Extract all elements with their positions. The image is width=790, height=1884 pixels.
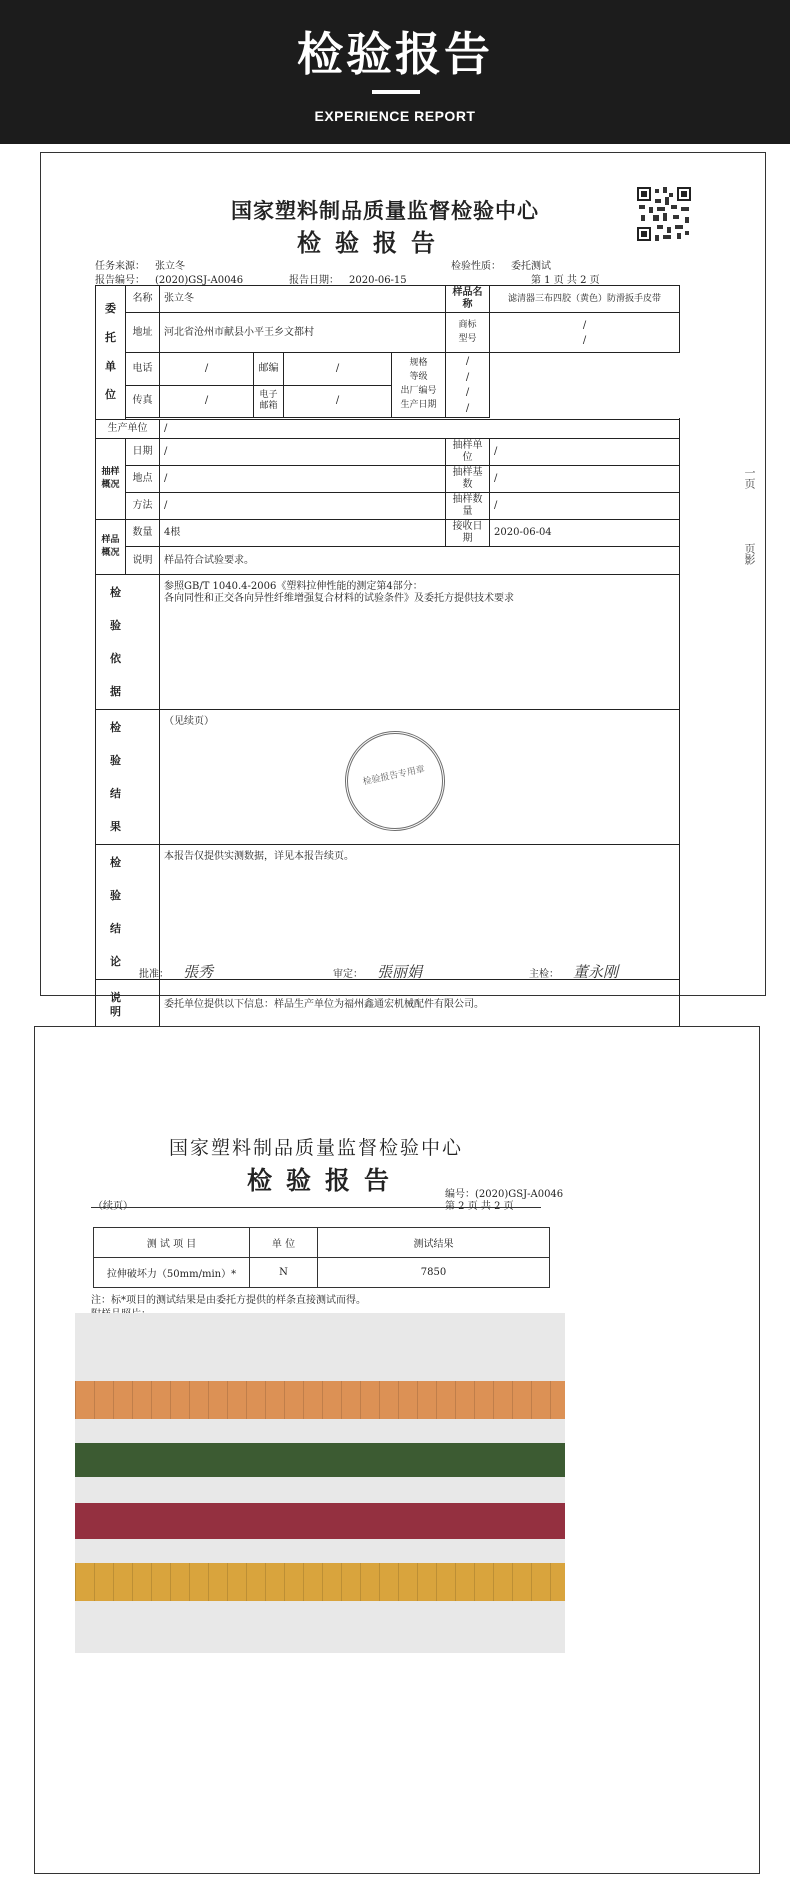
sample-photo <box>75 1313 565 1653</box>
grade-value: / <box>465 371 470 383</box>
sampling-qty-label: 抽样数量 <box>446 493 490 520</box>
trademark-model-labels <box>446 313 490 353</box>
serial-value: / <box>465 387 470 398</box>
banner-subtitle: EXPERIENCE REPORT <box>314 108 476 124</box>
receive-date-label: 接收日期 <box>446 520 490 547</box>
phone-label: 电话 <box>126 353 160 386</box>
prod-date-label: 生产日期 <box>400 399 437 410</box>
sampling-place-value: / <box>160 466 446 493</box>
row-unit: N <box>250 1258 318 1288</box>
sample-group-label: 样品概况 <box>96 520 126 575</box>
quantity-value: 4根 <box>160 520 446 547</box>
spec-label: 规格 <box>409 358 428 369</box>
sampling-base-label: 抽样基数 <box>446 466 490 493</box>
row-result: 7850 <box>318 1258 550 1288</box>
spec-value: / <box>465 356 470 367</box>
postcode-value: / <box>284 353 392 386</box>
basis-value <box>160 575 680 710</box>
sampling-method-value: / <box>160 493 446 520</box>
result-label: 检验结果 <box>96 710 160 845</box>
sampling-date-label: 日期 <box>126 439 160 466</box>
spec-grade-serial-values <box>446 353 490 418</box>
conclusion-label: 检验结论 <box>96 845 160 980</box>
qr-code-icon <box>635 185 693 243</box>
fax-label: 传真 <box>126 385 160 418</box>
remark-value: 样品符合试验要求。 <box>160 547 680 575</box>
basis-line-1: 参照GB/T 1040.4-2006《塑料拉伸性能的测定第4部分： <box>164 581 423 592</box>
belt-strip-yellow <box>75 1563 565 1601</box>
header-test-item: 测 试 项 目 <box>94 1228 250 1258</box>
page2-code: 编号：(2020)GSJ-A0046 <box>445 1189 564 1200</box>
trademark-label: 商标 <box>458 320 477 330</box>
producer-label: 生产单位 <box>96 420 160 439</box>
model-value: / <box>582 334 587 346</box>
basis-line-2: 各向同性和正交各向异性纤维增强复合材料的试验条件》及委托方提供技术要求 <box>164 593 514 604</box>
belt-strip-orange <box>75 1381 565 1419</box>
page2-continued <box>93 1197 133 1212</box>
header-unit: 单 位 <box>250 1228 318 1258</box>
page2-title: 检验报告 <box>247 1166 404 1195</box>
header-banner <box>0 0 790 144</box>
sample-name-label: 样品名称 <box>446 286 490 313</box>
postcode-label: 邮编 <box>254 353 284 386</box>
page2-header-rule <box>91 1207 541 1208</box>
phone-value: / <box>160 353 254 386</box>
name-label: 名称 <box>126 286 160 313</box>
test-note: 注：标*项目的测试结果是由委托方提供的样条直接测试而得。 <box>91 1295 366 1306</box>
quantity-label: 数量 <box>126 520 160 547</box>
official-stamp: 检验报告专用章 <box>336 722 455 841</box>
page1-org-name: 国家塑料制品质量监督检验中心 <box>231 198 539 223</box>
note-value: 委托单位提供以下信息：样品生产单位为福州鑫通宏机械配件有限公司。 <box>160 980 680 1030</box>
sampling-method-label: 方法 <box>126 493 160 520</box>
sampling-unit-label: 抽样单位 <box>446 439 490 466</box>
prod-date-value: / <box>465 402 470 414</box>
sample-name-value: 滤清器三布四胶（黄色）防滑扳手皮带 <box>490 286 680 313</box>
page2-page-info <box>445 1197 514 1212</box>
belt-strip-red <box>75 1503 565 1539</box>
report-page-2 <box>34 1026 760 1874</box>
spec-grade-serial-labels <box>392 353 446 418</box>
basis-label: 检验依据 <box>96 575 160 710</box>
sampling-qty-value: / <box>490 493 680 520</box>
grade-label: 等级 <box>409 372 428 383</box>
belt-strip-green <box>75 1443 565 1477</box>
report-page-1 <box>40 152 766 1018</box>
serial-label: 出厂编号 <box>400 386 437 396</box>
side-mark-2: 页影 <box>743 543 756 565</box>
model-label: 型号 <box>458 333 477 344</box>
sampling-place-label: 地点 <box>126 466 160 493</box>
trademark-value: / <box>582 319 587 331</box>
remark-label: 说明 <box>126 547 160 575</box>
banner-divider <box>372 90 420 94</box>
report-date: 报告日期： 2020-06-15 <box>289 275 407 286</box>
banner-title: 检验报告 <box>297 27 493 81</box>
email-label: 电子邮箱 <box>254 385 284 418</box>
approve-signature: 批准： 張秀 <box>139 963 214 981</box>
header-result: 测试结果 <box>318 1228 550 1258</box>
sampling-date-value: / <box>160 439 446 466</box>
page2-org-name: 国家塑料制品质量监督检验中心 <box>169 1137 464 1159</box>
trademark-model-values <box>490 313 680 353</box>
name-value: 张立冬 <box>160 286 446 313</box>
result-value: （见续页） <box>160 710 680 845</box>
report-main-table <box>95 285 680 1056</box>
task-source: 任务来源： 张立冬 <box>95 261 185 272</box>
review-signature: 审定： 張丽娟 <box>333 963 423 981</box>
report-number: 报告编号： (2020)GSJ-A0046 <box>95 275 244 286</box>
page1-page-info: 第 1 页 共 2 页 <box>531 275 600 286</box>
fax-value: / <box>160 385 254 418</box>
inspect-type: 检验性质： 委托测试 <box>451 261 551 272</box>
page1-title: 检验报告 <box>297 228 449 257</box>
sampling-unit-value: / <box>490 439 680 466</box>
email-value: / <box>284 385 392 418</box>
conclusion-value: 本报告仅提供实测数据，详见本报告续页。 <box>160 845 680 980</box>
producer-value: / <box>160 420 680 439</box>
address-value: 河北省沧州市献县小平王乡文都村 <box>160 313 446 353</box>
side-mark-1: 一页 <box>743 467 756 489</box>
note-label: 说明 <box>96 980 160 1030</box>
receive-date-value: 2020-06-04 <box>490 520 680 547</box>
row-test-item: 拉伸破坏力（50mm/min）* <box>94 1258 250 1288</box>
sampling-base-value: / <box>490 466 680 493</box>
address-label: 地址 <box>126 313 160 353</box>
client-group-label: 委托单位 <box>96 286 126 420</box>
sampling-group-label: 抽样概况 <box>96 439 126 520</box>
chief-signature: 主检： 董永刚 <box>529 963 619 981</box>
test-results-table <box>93 1227 550 1288</box>
